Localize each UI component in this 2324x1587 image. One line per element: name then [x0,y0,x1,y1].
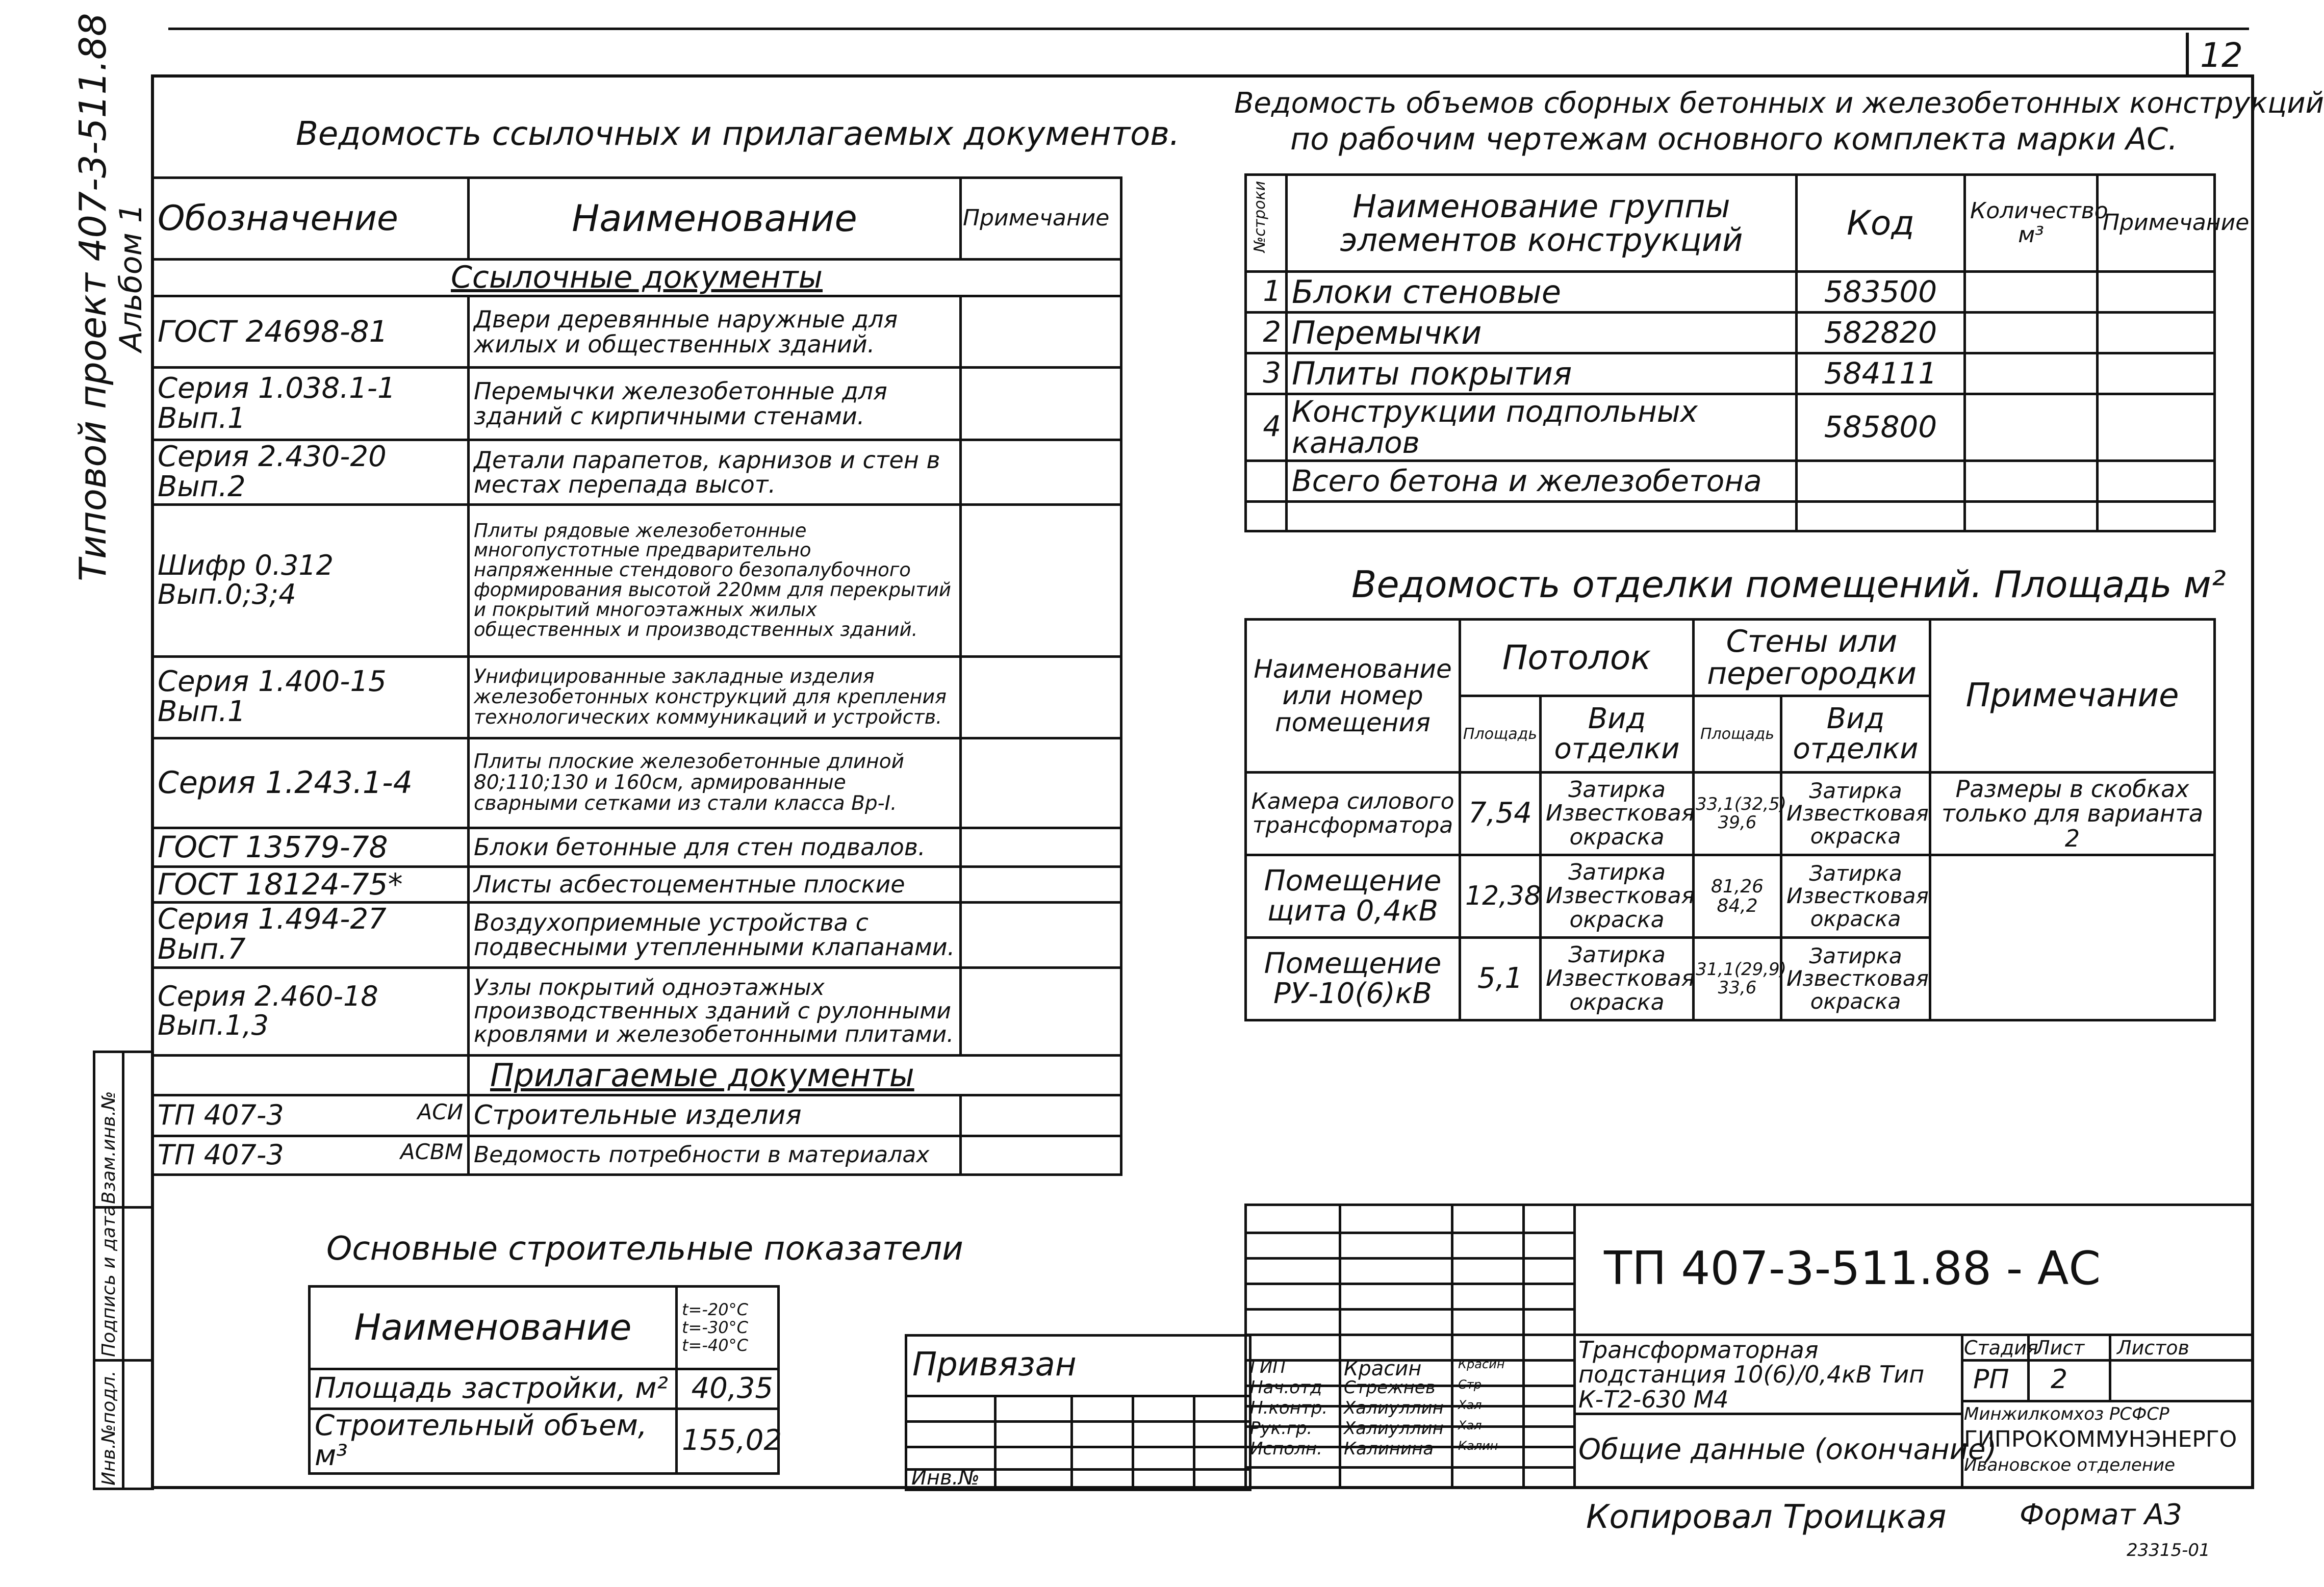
page-number: 12 [2200,36,2243,75]
section-ref-docs: Ссылочные документы [450,260,823,295]
side-stamp-orig: Инв.№подл. [98,1370,119,1486]
finish-title: Ведомость отделки помещений. Площадь м² [1351,563,2226,606]
side-album-label: Альбом 1 [113,203,149,352]
drawing-code: ТП 407-3-511.88 - АС [1604,1242,2101,1295]
table-row: Серия 1.243.1-4 Плиты плоские железобетонные длиной 80;110;130 и 160см, армированные сварными сетками из стали класса Вр-I. [152,738,1121,828]
table-row: Помещение РУ-10(6)кВ 5,1 Затирка Известковая окраска 31,1(29,9) 33,6 Затирка Известковая окраска [1246,938,2215,1020]
sheet-title: Общие данные (окончание) [1578,1433,1997,1466]
sub-area-ceiling: Площадь [1460,696,1541,773]
list-item: Рук.гр. Халиуллин Хал [1250,1418,1482,1439]
table-row: ТП 407-3 АСИ Строительные изделия [152,1095,1121,1136]
list-item: ГИП Красин Красин [1250,1357,1505,1380]
side-stamp-sign: Подпись и дата [98,1205,119,1357]
temp-3: t=-40°C [682,1336,748,1355]
col-quantity: Количество м³ [1965,175,2098,272]
stage-value: РП [1973,1364,2009,1395]
title-block [1244,1204,2254,1489]
table-row: Серия 2.430-20 Вып.2 Детали парапетов, карнизов и стен в местах перепада высот. [152,440,1121,505]
table-row: 1 Блоки стеновые 583500 [1246,272,2215,313]
table-row: ГОСТ 24698-81 Двери деревянные наружные для жилых и общественных зданий. [152,296,1121,368]
concrete-total: Всего бетона и железобетона [1287,460,1797,501]
concrete-title-1: Ведомость объемов сборных бетонных и железобетонных конструкций [1234,87,2324,120]
col-indicator-name: Наименование [310,1287,677,1369]
concrete-title-2: по рабочим чертежам основного комплекта марки АС. [1290,121,2178,157]
indicators-table [308,1285,780,1475]
table-row: Серия 1.400-15 Вып.1 Унифицированные закладные изделия железобетонных конструкций для крепления технологических коммуникаций и устройств. [152,656,1121,738]
indicators-title: Основные строительные показатели [326,1230,963,1268]
sheets-label: Листов [2117,1337,2189,1359]
copied-by: Копировал Троицкая [1586,1498,1947,1536]
temp-2: t=-30°C [682,1317,748,1337]
list-item: Нач.отд Стрежнев Стр [1250,1377,1482,1398]
org-ministry: Минжилкомхоз РСФСР [1964,1404,2169,1424]
page-number-box [2186,33,2251,78]
col-group-name: Наименование группы элементов конструкций [1287,175,1797,272]
ref-docs-title: Ведомость ссылочных и прилагаемых документов. [296,115,1180,153]
side-project-label: Типовой проект 407-3-511.88 [71,13,114,581]
table-row: Площадь застройки, м² 40,35 [310,1369,779,1409]
table-row: ТП 407-3 АСВМ Ведомость потребности в материалах [152,1136,1121,1174]
side-stamp-inv: Взам.инв.№ [98,1091,119,1204]
table-row: Помещение щита 0,4кВ 12,38 Затирка Известковая окраска 81,26 84,2 Затирка Известковая окраска [1246,855,2215,938]
col-name: Наименование [469,178,961,260]
ref-docs-table [151,176,1122,1176]
org-branch: Ивановское отделение [1964,1455,2176,1475]
binding-inv-label: Инв.№ [911,1466,980,1490]
sub-area-walls: Площадь [1694,696,1781,773]
bottom-number: 23315-01 [2127,1540,2210,1560]
table-row: ГОСТ 13579-78 Блоки бетонные для стен подвалов. [152,828,1121,866]
sheet-label: Лист [2035,1337,2085,1359]
binding-label: Привязан [912,1346,1077,1384]
col-remark: Примечание [2098,175,2215,272]
stage-label: Стадия [1964,1337,2038,1359]
sub-kind-walls: Вид отделки [1781,696,1930,773]
col-room: Наименование или номер помещения [1246,620,1460,773]
finish-table [1244,618,2216,1021]
col-walls: Стены или перегородки [1694,620,1930,696]
concrete-table [1244,173,2250,532]
binding-block [905,1334,1252,1491]
side-stamp [93,1051,154,1490]
table-row: Серия 1.494-27 Вып.7 Воздухоприемные устройства с подвесными утепленными клапанами. [152,902,1121,967]
table-row: ГОСТ 18124-75* Листы асбестоцементные плоские [152,866,1121,902]
table-row: 3 Плиты покрытия 584111 [1246,353,2215,394]
col-code: Код [1797,175,1965,272]
sheet-value: 2 [2051,1364,2068,1395]
top-trim-line [168,28,2249,30]
section-att-docs: Прилагаемые документы [490,1056,914,1094]
col-note: Примечание [961,178,1121,260]
sub-kind-ceiling: Вид отделки [1541,696,1694,773]
object-name: Трансформаторная подстанция 10(6)/0,4кВ Тип К-Т2-630 М4 [1578,1336,1925,1413]
col-row-number: №строки [1251,181,1269,252]
org-institute: ГИПРОКОММУНЭНЕРГО [1964,1426,2237,1452]
col-designation: Обозначение [152,178,469,260]
table-row: Строительный объем, м³ 155,02 [310,1409,779,1474]
col-room-note: Примечание [1930,620,2215,773]
temp-1: t=-20°C [682,1299,748,1319]
table-row: Серия 2.460-18 Вып.1,3 Узлы покрытий одноэтажных производственных зданий с рулонными кровлями и железобетонными плитами. [152,967,1121,1055]
list-item: Н.контр. Халиуллин Хал [1250,1398,1482,1418]
col-ceiling: Потолок [1460,620,1694,696]
table-row: Шифр 0.312 Вып.0;3;4 Плиты рядовые железобетонные многопустотные предварительно напряженные стендового безопалубочного формирования высотой 220мм для перекрытий и покрытий многоэтажных жилых общественных и производственных зданий. [152,504,1121,656]
format-label: Формат А3 [2020,1498,2182,1531]
table-row: 2 Перемычки 582820 [1246,313,2215,353]
table-row: Камера силового трансформатора 7,54 Затирка Известковая окраска 33,1(32,5) 39,6 Затирка Известковая окраска Размеры в скобках только для варианта 2 [1246,773,2215,855]
list-item: Исполн. Калинина Калин [1250,1439,1498,1459]
table-row: Серия 1.038.1-1 Вып.1 Перемычки железобетонные для зданий с кирпичными стенами. [152,368,1121,440]
table-row: 4 Конструкции подпольных каналов 585800 [1246,394,2215,461]
